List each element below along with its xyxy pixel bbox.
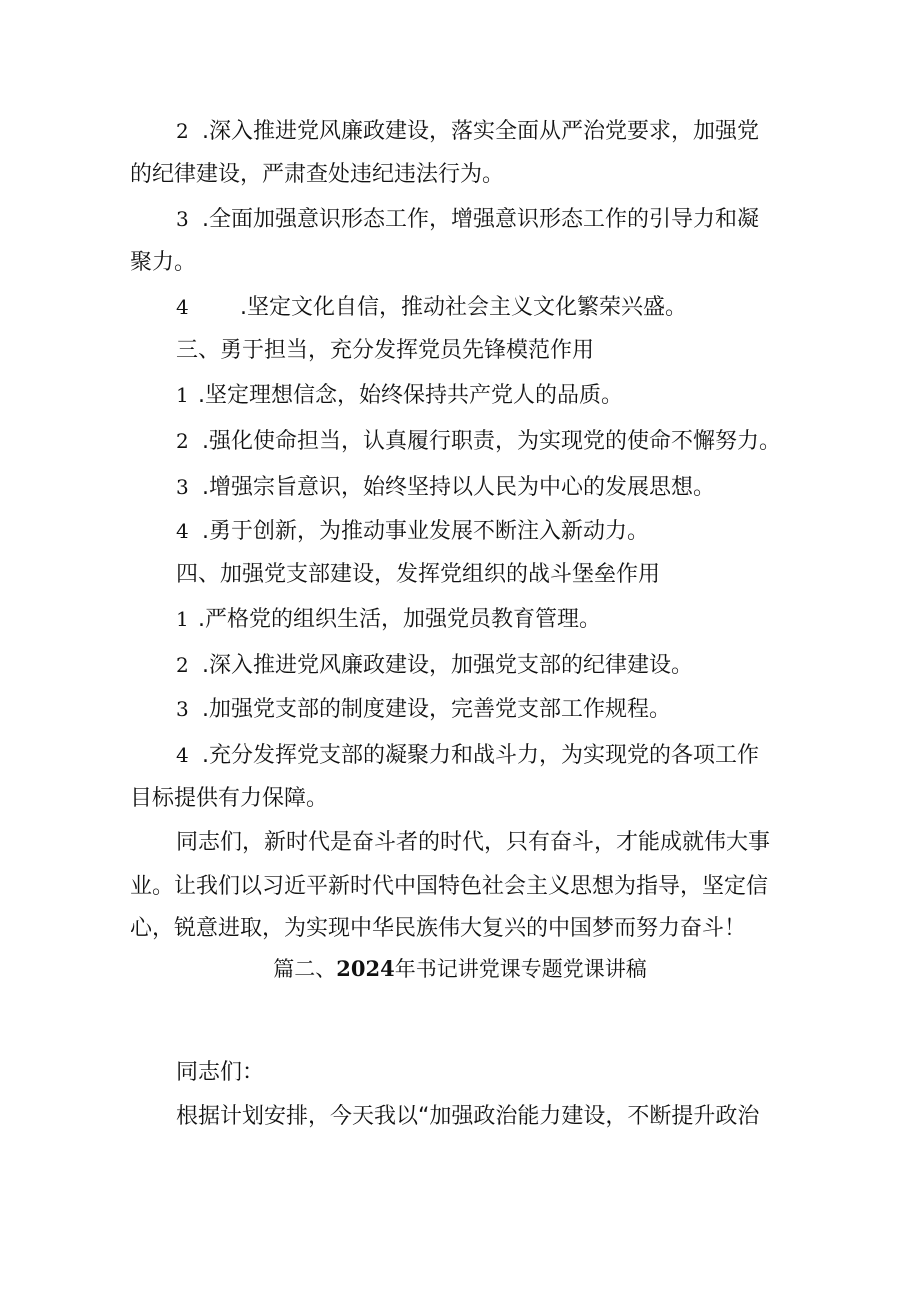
paragraph-line: 的纪律建设，严肃查处违纪违法行为。 [130,162,505,187]
paragraph-line: 目标提供有力保障。 [130,786,329,811]
list-item [176,650,693,681]
section-heading: 三、勇于担当，充分发挥党员先锋模范作用 [176,338,595,363]
paragraph-line: 根据计划安排，今天我以“加强政治能力建设，不断提升政治 [176,1104,760,1129]
section-title [0,954,920,984]
list-number: 2 [176,119,189,143]
paragraph-line [176,292,687,323]
list-item [176,380,623,411]
list-item [176,604,601,635]
paragraph-line: 业。让我们以习近平新时代中国特色社会主义思想为指导，坚定信 [130,874,769,899]
list-text: .增强宗旨意识，始终坚持以人民为中心的发展思想。 [202,475,715,500]
list-item [176,694,671,725]
paragraph-line [176,204,759,235]
list-item [176,472,715,503]
paragraph-line: 心，锐意进取，为实现中华民族伟大复兴的中国梦而努力奋斗！ [130,916,747,941]
list-number: 1 [176,383,189,407]
list-text: .深入推进党风廉政建设，加强党支部的纪律建设。 [202,653,693,678]
list-text: .严格党的组织生活，加强党员教育管理。 [198,607,601,632]
list-text: .勇于创新，为推动事业发展不断注入新动力。 [202,519,649,544]
list-item [176,516,649,547]
list-number: 4 [176,519,189,543]
paragraph-line: 聚力。 [130,250,197,275]
paragraph-line: 同志们，新时代是奋斗者的时代，只有奋斗，才能成就伟大事 [176,830,771,855]
list-number: 3 [176,207,189,231]
list-text: .深入推进党风廉政建设，落实全面从严治党要求，加强党 [202,119,759,144]
list-text: .坚定理想信念，始终保持共产党人的品质。 [198,383,623,408]
list-number: 2 [176,429,189,453]
list-number: 2 [176,653,189,677]
list-text: .充分发挥党支部的凝聚力和战斗力，为实现党的各项工作 [202,743,759,768]
section-title-suffix: 年书记讲党课专题党课讲稿 [394,957,647,981]
list-text: .加强党支部的制度建设，完善党支部工作规程。 [202,697,671,722]
list-number: 1 [176,607,189,631]
list-number: 3 [176,475,189,499]
list-number: 4 [176,295,189,319]
list-text: .全面加强意识形态工作，增强意识形态工作的引导力和凝 [202,207,759,232]
paragraph-line [176,116,759,147]
section-heading: 四、加强党支部建设，发挥党组织的战斗堡垒作用 [176,562,661,587]
list-text: .坚定文化自信，推动社会主义文化繁荣兴盛。 [240,295,687,320]
list-item [176,426,781,457]
list-text: .强化使命担当，认真履行职责，为实现党的使命不懈努力。 [202,429,781,454]
speech-greeting: 同志们： [176,1060,265,1085]
section-title-year: 2024 [336,956,395,981]
list-number: 3 [176,697,189,721]
section-title-prefix: 篇二、 [273,957,337,981]
paragraph-line [176,740,759,771]
list-number: 4 [176,743,189,767]
